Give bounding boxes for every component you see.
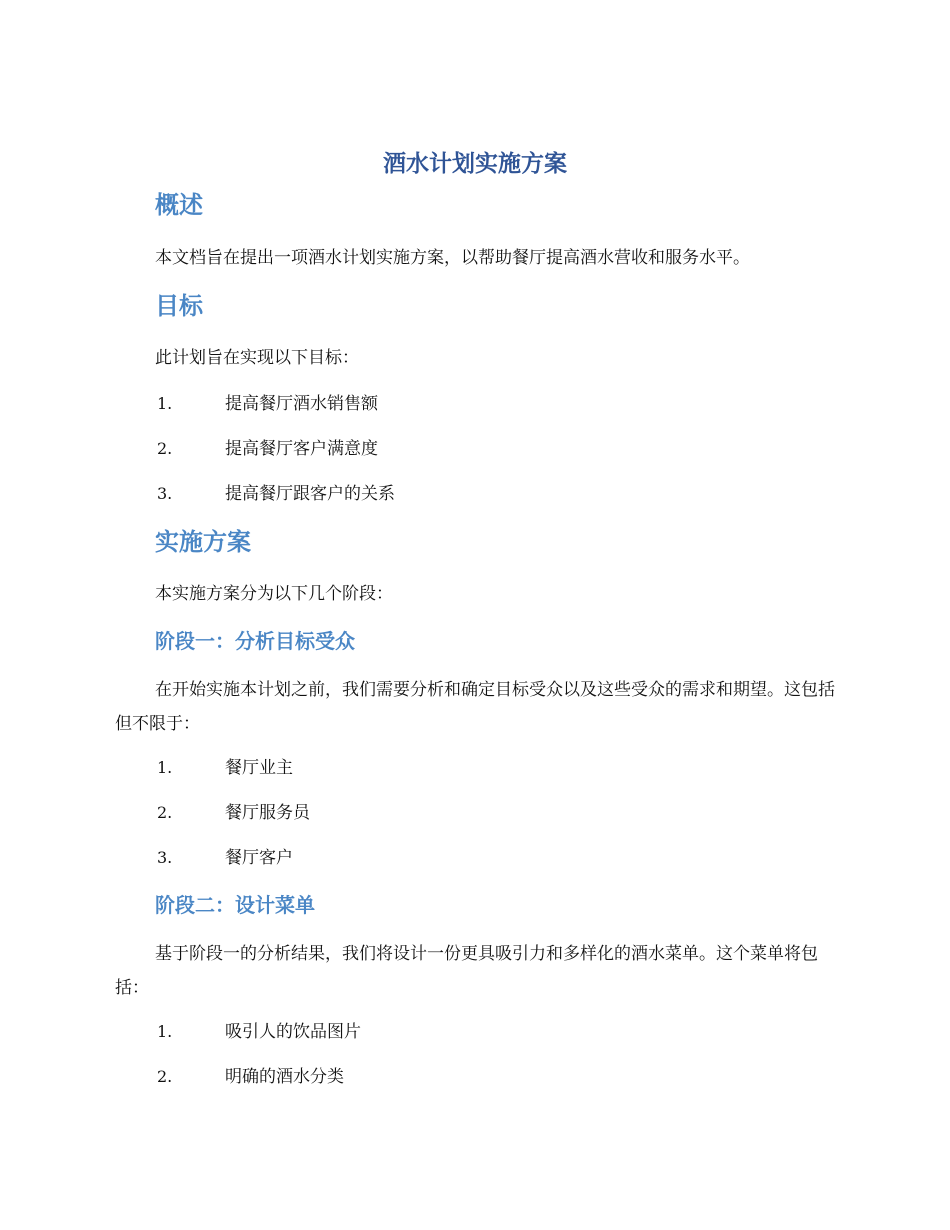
heading-goals: 目标 — [155, 292, 203, 320]
stage-2-item-1-text: 吸引人的饮品图片 — [225, 1022, 361, 1042]
stage-2-item-2-text: 明确的酒水分类 — [225, 1067, 344, 1087]
goals-item-2-number: 2. — [157, 439, 173, 458]
stage-1-item-2-text: 餐厅服务员 — [225, 803, 310, 823]
overview-paragraph: 本文档旨在提出一项酒水计划实施方案，以帮助餐厅提高酒水营收和服务水平。 — [155, 248, 750, 268]
goals-item-3-text: 提高餐厅跟客户的关系 — [225, 484, 395, 504]
goals-item-1-number: 1. — [157, 394, 173, 413]
heading-stage-2: 阶段二：设计菜单 — [155, 893, 315, 917]
goals-item-2-text: 提高餐厅客户满意度 — [225, 439, 378, 459]
heading-overview: 概述 — [155, 191, 203, 219]
stage-2-paragraph: 基于阶段一的分析结果，我们将设计一份更具吸引力和多样化的酒水菜单。这个菜单将包括： — [115, 944, 818, 998]
stage-1-item-2-number: 2. — [157, 803, 173, 822]
stage-2-item-1-number: 1. — [157, 1022, 173, 1041]
heading-stage-1: 阶段一：分析目标受众 — [155, 629, 355, 653]
document-title: 酒水计划实施方案 — [383, 151, 567, 177]
stage-1-paragraph: 在开始实施本计划之前，我们需要分析和确定目标受众以及这些受众的需求和期望。这包括但不限于： — [115, 680, 835, 734]
goals-intro: 此计划旨在实现以下目标： — [155, 348, 359, 368]
stage-1-item-1-text: 餐厅业主 — [225, 758, 293, 778]
stage-1-item-3-number: 3. — [157, 848, 173, 867]
stage-1-item-1-number: 1. — [157, 758, 173, 777]
goals-item-3-number: 3. — [157, 484, 173, 503]
goals-item-1-text: 提高餐厅酒水销售额 — [225, 394, 378, 414]
stage-2-item-2-number: 2. — [157, 1067, 173, 1086]
plan-intro: 本实施方案分为以下几个阶段： — [155, 584, 393, 604]
heading-plan: 实施方案 — [155, 528, 251, 556]
stage-1-item-3-text: 餐厅客户 — [225, 848, 293, 868]
